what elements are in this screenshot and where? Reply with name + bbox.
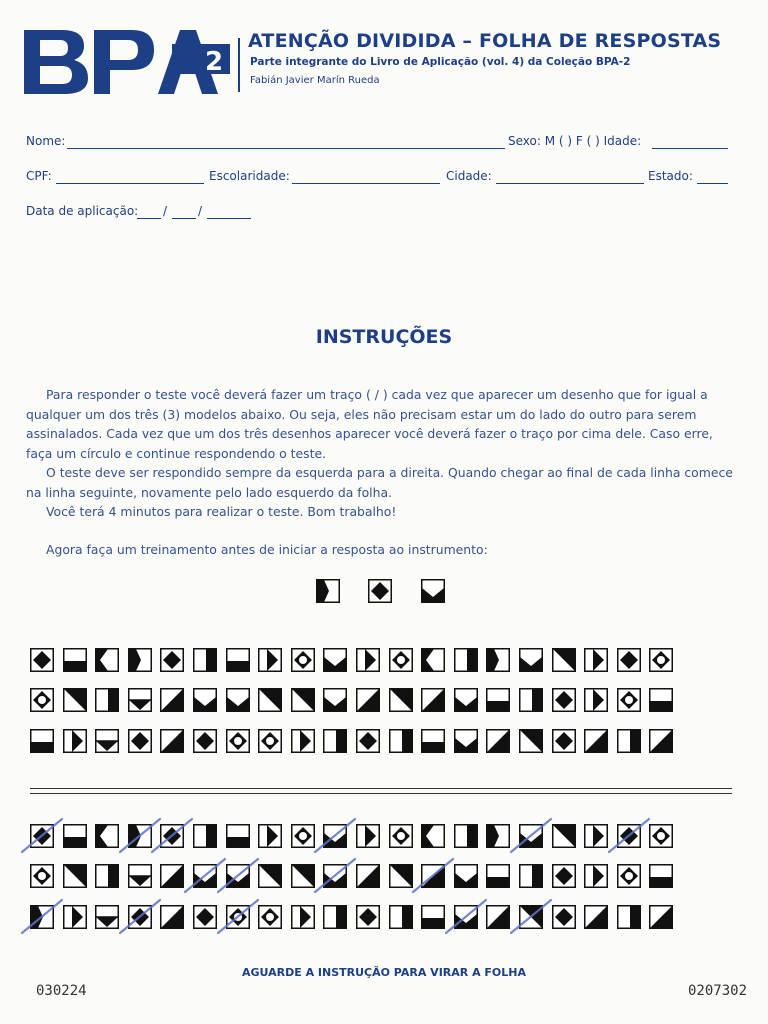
label-cpf: CPF:	[26, 169, 52, 183]
practice-symbol-diamond-dot[interactable]	[617, 688, 641, 712]
practice-symbol-right-bar[interactable]	[617, 729, 641, 753]
practice-symbol-bottom-bar[interactable]	[63, 648, 87, 672]
footer-code-right: 0207302	[688, 983, 748, 999]
practice-symbol-diamond-dot[interactable]	[258, 729, 282, 753]
practice-symbol-diamond[interactable]	[356, 729, 380, 753]
answer-symbol-right-tri[interactable]	[356, 824, 380, 848]
label-estado: Estado:	[648, 169, 693, 183]
practice-symbol-diag-br[interactable]	[160, 729, 184, 753]
input-mes[interactable]	[172, 218, 196, 219]
label-escolaridade: Escolaridade:	[209, 169, 290, 183]
practice-symbol-diamond-dot[interactable]	[389, 648, 413, 672]
pen-stroke-mark	[20, 897, 66, 937]
practice-symbol-diag-tl[interactable]	[389, 688, 413, 712]
practice-symbol-diamond[interactable]	[160, 648, 184, 672]
practice-symbol-diamond[interactable]	[193, 729, 217, 753]
answer-symbol-diamond-dot[interactable]	[617, 864, 641, 888]
practice-symbol-bottom-v[interactable]	[454, 688, 478, 712]
practice-symbol-diag-br[interactable]	[421, 688, 445, 712]
pen-stroke-mark	[216, 897, 262, 937]
answer-symbol-diag-tl[interactable]	[552, 824, 576, 848]
answer-symbol-bottom-v[interactable]	[454, 864, 478, 888]
input-ano[interactable]	[207, 218, 251, 219]
practice-symbol-right-tri[interactable]	[356, 648, 380, 672]
practice-symbol-bottom-v[interactable]	[323, 648, 347, 672]
practice-symbol-diag-br[interactable]	[649, 729, 673, 753]
answer-symbol-right-bar[interactable]	[95, 864, 119, 888]
model-symbol-left-half-bar[interactable]	[316, 579, 340, 603]
input-dia[interactable]	[137, 218, 161, 219]
pen-stroke-mark	[411, 856, 457, 896]
answer-symbol-diamond[interactable]	[193, 905, 217, 929]
practice-symbol-bottom-v[interactable]	[323, 688, 347, 712]
input-estado[interactable]	[697, 183, 728, 184]
section-divider	[30, 793, 732, 794]
practice-symbol-diag-tl[interactable]	[519, 729, 543, 753]
practice-symbol-bottom-bar[interactable]	[486, 688, 510, 712]
practice-symbol-diag-br[interactable]	[160, 688, 184, 712]
answer-symbol-diamond-dot[interactable]	[30, 864, 54, 888]
practice-symbol-bottom-v[interactable]	[519, 648, 543, 672]
answer-symbol-diag-br[interactable]	[649, 905, 673, 929]
answer-symbol-left-v[interactable]	[421, 824, 445, 848]
answer-symbol-left-v[interactable]	[95, 824, 119, 848]
answer-symbol-right-tri[interactable]	[258, 824, 282, 848]
answer-symbol-bottom-bar[interactable]	[486, 864, 510, 888]
answer-symbol-bottom-half-v[interactable]	[95, 905, 119, 929]
practice-symbol-bottom-v[interactable]	[226, 688, 250, 712]
practice-symbol-diag-tl[interactable]	[63, 688, 87, 712]
practice-symbol-diag-tl[interactable]	[552, 648, 576, 672]
header-divider	[238, 38, 240, 92]
date-separator: /	[163, 204, 168, 218]
practice-symbol-bottom-v[interactable]	[193, 688, 217, 712]
pen-stroke-mark	[313, 816, 359, 856]
pen-stroke-mark	[150, 816, 196, 856]
practice-symbol-diamond-dot[interactable]	[226, 729, 250, 753]
answer-symbol-right-bar[interactable]	[454, 824, 478, 848]
practice-symbol-diag-tl[interactable]	[291, 688, 315, 712]
practice-symbol-bottom-bar[interactable]	[649, 688, 673, 712]
answer-symbol-right-bar[interactable]	[323, 905, 347, 929]
practice-symbol-bottom-bar[interactable]	[30, 729, 54, 753]
answer-symbol-diag-tl[interactable]	[258, 864, 282, 888]
pen-stroke-mark	[118, 897, 164, 937]
input-cidade[interactable]	[496, 183, 644, 184]
answer-symbol-diamond-dot[interactable]	[649, 824, 673, 848]
answer-symbol-right-bar[interactable]	[193, 824, 217, 848]
practice-symbol-right-bar[interactable]	[519, 688, 543, 712]
answer-symbol-right-bar[interactable]	[617, 905, 641, 929]
practice-symbol-diamond[interactable]	[617, 648, 641, 672]
pen-stroke-mark	[509, 816, 555, 856]
practice-symbol-diamond-dot[interactable]	[649, 648, 673, 672]
practice-symbol-left-half-bar[interactable]	[486, 648, 510, 672]
section-divider	[30, 788, 732, 789]
practice-symbol-right-tri[interactable]	[584, 648, 608, 672]
practice-symbol-bottom-v[interactable]	[454, 729, 478, 753]
practice-symbol-diag-br[interactable]	[486, 729, 510, 753]
answer-symbol-diag-br[interactable]	[356, 864, 380, 888]
answer-symbol-bottom-bar[interactable]	[421, 905, 445, 929]
answer-symbol-diamond[interactable]	[552, 864, 576, 888]
practice-symbol-bottom-bar[interactable]	[226, 648, 250, 672]
practice-symbol-diamond-dot[interactable]	[30, 688, 54, 712]
bpa2-logo	[24, 28, 230, 96]
practice-symbol-diag-br[interactable]	[356, 688, 380, 712]
label-data: Data de aplicação:	[26, 204, 139, 218]
answer-symbol-diamond-dot[interactable]	[291, 824, 315, 848]
svg-text:2: 2	[204, 47, 224, 77]
pen-stroke-mark	[607, 816, 653, 856]
answer-symbol-bottom-half-v[interactable]	[128, 864, 152, 888]
answer-symbol-diag-br[interactable]	[486, 905, 510, 929]
practice-symbol-bottom-bar[interactable]	[421, 729, 445, 753]
practice-symbol-left-v[interactable]	[421, 648, 445, 672]
answer-symbol-diag-tl[interactable]	[291, 864, 315, 888]
practice-symbol-diag-br[interactable]	[584, 729, 608, 753]
answer-symbol-right-tri[interactable]	[291, 905, 315, 929]
practice-symbol-diamond[interactable]	[552, 688, 576, 712]
answer-symbol-diamond-dot[interactable]	[389, 824, 413, 848]
answer-symbol-diag-tl[interactable]	[63, 864, 87, 888]
date-separator: /	[198, 204, 203, 218]
label-nome: Nome:	[26, 134, 66, 148]
pen-stroke-mark	[313, 856, 359, 896]
pen-stroke-mark	[20, 816, 66, 856]
answer-symbol-right-bar[interactable]	[389, 905, 413, 929]
label-sexo-idade: Sexo: M ( ) F ( ) Idade:	[508, 134, 642, 148]
instructions-paragraph: O teste deve ser respondido sempre da esquerda para a direita. Quando chegar ao final de cada linha comece na linha seguinte, novamente pelo lado esquerdo da folha.	[26, 465, 733, 500]
practice-symbol-right-bar[interactable]	[95, 688, 119, 712]
answer-symbol-diag-br[interactable]	[160, 905, 184, 929]
practice-symbol-diamond[interactable]	[552, 729, 576, 753]
practice-symbol-right-tri[interactable]	[584, 688, 608, 712]
practice-symbol-diamond[interactable]	[30, 648, 54, 672]
instructions-title: INSTRUÇÕES	[315, 326, 453, 348]
label-cidade: Cidade:	[446, 169, 492, 183]
answer-symbol-bottom-bar[interactable]	[63, 824, 87, 848]
instructions-paragraph: Agora faça um treinamento antes de iniciar a resposta ao instrumento:	[46, 541, 488, 557]
answer-symbol-diamond[interactable]	[356, 905, 380, 929]
answer-symbol-diamond-dot[interactable]	[258, 905, 282, 929]
instructions-paragraph: Para responder o teste você deverá fazer um traço ( / ) cada vez que aparecer um desenho que for igual a qualquer um dos três (3) modelos abaixo. Ou seja, eles não precisam estar um do lado do outro para serem assinalados. Cada vez que um dos três desenhos aparecer você deverá fazer o traço por cima dele. Caso erre, faça um círculo e continue respondendo o teste.	[26, 387, 713, 461]
practice-symbol-bottom-half-v[interactable]	[95, 729, 119, 753]
input-nome[interactable]	[67, 148, 505, 149]
practice-symbol-diag-tl[interactable]	[258, 688, 282, 712]
answer-symbol-bottom-bar[interactable]	[226, 824, 250, 848]
model-symbol-bottom-v[interactable]	[421, 579, 445, 603]
answer-symbol-right-tri[interactable]	[63, 905, 87, 929]
answer-symbol-diag-br[interactable]	[584, 905, 608, 929]
answer-symbol-bottom-bar[interactable]	[649, 864, 673, 888]
practice-symbol-right-bar[interactable]	[323, 729, 347, 753]
answer-symbol-diamond[interactable]	[552, 905, 576, 929]
pen-stroke-mark	[216, 856, 262, 896]
practice-symbol-left-half-bar[interactable]	[128, 648, 152, 672]
practice-symbol-right-bar[interactable]	[389, 729, 413, 753]
answer-symbol-diag-br[interactable]	[160, 864, 184, 888]
page-title: ATENÇÃO DIVIDIDA – FOLHA DE RESPOSTAS	[248, 30, 722, 52]
practice-symbol-diamond[interactable]	[128, 729, 152, 753]
instructions-text	[26, 385, 742, 559]
practice-symbol-bottom-half-v[interactable]	[128, 688, 152, 712]
answer-symbol-right-tri[interactable]	[584, 864, 608, 888]
practice-symbol-right-tri[interactable]	[291, 729, 315, 753]
practice-symbol-right-bar[interactable]	[193, 648, 217, 672]
input-escolaridade[interactable]	[292, 183, 440, 184]
practice-symbol-right-bar[interactable]	[454, 648, 478, 672]
input-idade[interactable]	[652, 148, 728, 149]
practice-symbol-right-tri[interactable]	[258, 648, 282, 672]
author-name: Fabián Javier Marín Rueda	[250, 75, 380, 86]
pen-stroke-mark	[444, 897, 490, 937]
answer-symbol-right-bar[interactable]	[519, 864, 543, 888]
model-symbol-diamond[interactable]	[368, 579, 392, 603]
footer-code-left: 030224	[36, 983, 87, 999]
answer-symbol-right-tri[interactable]	[584, 824, 608, 848]
answer-symbol-diag-tl[interactable]	[389, 864, 413, 888]
instructions-paragraph: Você terá 4 minutos para realizar o teste. Bom trabalho!	[46, 504, 397, 519]
page-subtitle: Parte integrante do Livro de Aplicação (vol. 4) da Coleção BPA-2	[250, 56, 631, 68]
answer-symbol-left-half-bar[interactable]	[486, 824, 510, 848]
practice-symbol-diamond-dot[interactable]	[291, 648, 315, 672]
pen-stroke-mark	[509, 897, 555, 937]
footer-notice: AGUARDE A INSTRUÇÃO PARA VIRAR A FOLHA	[241, 966, 527, 979]
practice-symbol-right-tri[interactable]	[63, 729, 87, 753]
practice-symbol-left-v[interactable]	[95, 648, 119, 672]
input-cpf[interactable]	[56, 183, 204, 184]
